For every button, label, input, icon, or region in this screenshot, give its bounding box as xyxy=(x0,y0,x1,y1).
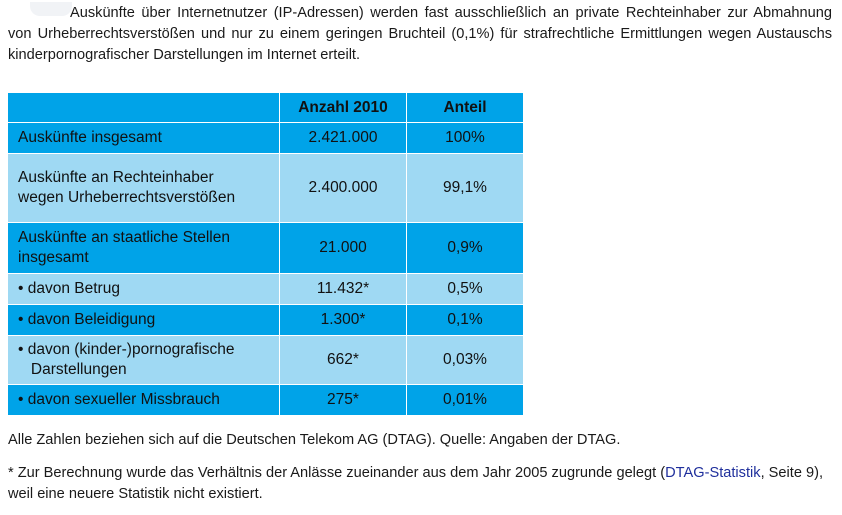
row-label-line: Auskünfte an staatliche Stellen xyxy=(18,229,230,246)
table-row xyxy=(8,123,524,154)
dtag-statistik-link[interactable]: DTAG-Statistik xyxy=(665,465,761,481)
header-count: Anzahl 2010 xyxy=(280,93,407,123)
row-count: 2.400.000 xyxy=(280,154,407,223)
row-label-line: wegen Urheberrechtsverstößen xyxy=(18,189,236,206)
row-count: 275* xyxy=(280,385,407,416)
row-count: 2.421.000 xyxy=(280,123,407,154)
table-row xyxy=(8,274,524,305)
row-label: • davon Betrug xyxy=(8,274,280,305)
row-share: 0,03% xyxy=(407,336,524,385)
table-row xyxy=(8,305,524,336)
table-row xyxy=(8,385,524,416)
header-share: Anteil xyxy=(407,93,524,123)
row-share: 0,1% xyxy=(407,305,524,336)
row-label: • davon sexueller Missbrauch xyxy=(8,385,280,416)
footnote xyxy=(8,463,834,505)
statistics-table xyxy=(7,92,524,416)
row-label-line: • davon (kinder-)pornografische xyxy=(18,341,235,358)
table-row xyxy=(8,336,524,385)
row-count: 21.000 xyxy=(280,223,407,274)
table-row xyxy=(8,154,524,223)
row-share: 100% xyxy=(407,123,524,154)
row-share: 0,5% xyxy=(407,274,524,305)
row-share: 0,9% xyxy=(407,223,524,274)
table-row xyxy=(8,223,524,274)
header-label-cell xyxy=(8,93,280,123)
row-label xyxy=(8,223,280,274)
footnote-text: * Zur Berechnung wurde das Verhältnis der Anlässe zueinander aus dem Jahr 2005 zugrunde gelegt ( xyxy=(8,465,666,481)
row-label: Auskünfte insgesamt xyxy=(8,123,280,154)
row-label-line: Auskünfte an Rechteinhaber xyxy=(18,169,214,186)
row-label-line: insgesamt xyxy=(18,249,89,266)
row-count: 662* xyxy=(280,336,407,385)
row-label: • davon Beleidigung xyxy=(8,305,280,336)
row-share: 0,01% xyxy=(407,385,524,416)
row-label xyxy=(8,154,280,223)
row-share: 99,1% xyxy=(407,154,524,223)
row-count: 1.300* xyxy=(280,305,407,336)
row-label-line: Darstellungen xyxy=(30,361,127,378)
footnote-text-end: , Seite 9), weil eine neuere Statistik nicht existiert. xyxy=(8,465,824,502)
table-header-row xyxy=(8,93,524,123)
intro-paragraph: Auskünfte über Internetnutzer (IP-Adressen) werden fast ausschließlich an private Rechteinhaber zur Abmahnung von Urheberrechtsverstößen und nur zu einem geringen Bruchteil (0,1%) für strafrechtliche Ermittlungen wegen Austauschs kinderpornografischer Darstellungen im Internet erteilt. xyxy=(8,5,832,63)
row-label xyxy=(8,336,280,385)
source-note: Alle Zahlen beziehen sich auf die Deutschen Telekom AG (DTAG). Quelle: Angaben der DTAG. xyxy=(8,432,621,448)
row-count: 11.432* xyxy=(280,274,407,305)
